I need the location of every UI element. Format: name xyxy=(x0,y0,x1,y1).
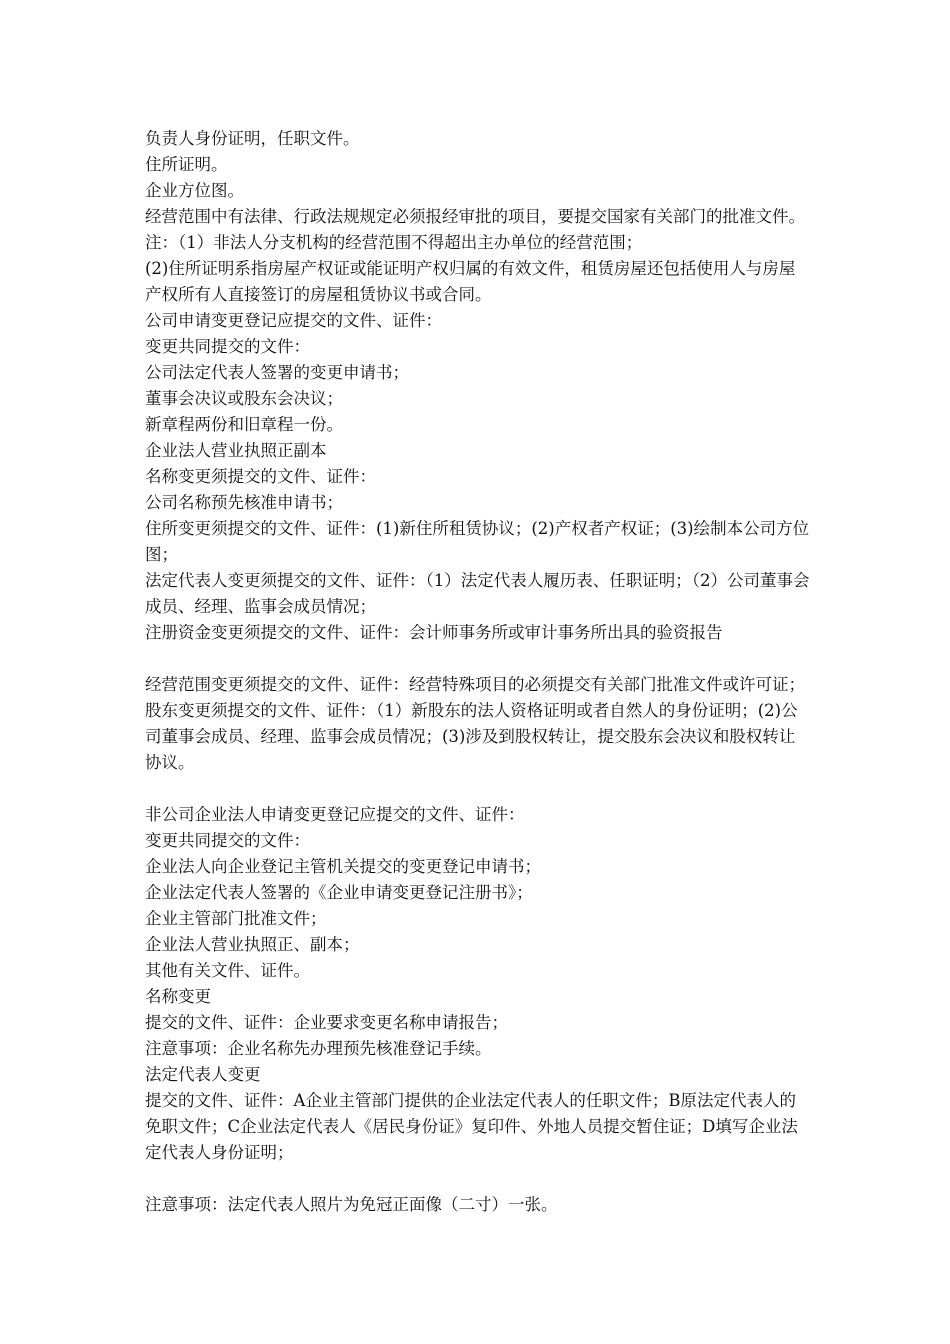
blank-line xyxy=(145,646,810,672)
text-line: 注意事项：企业名称先办理预先核准登记手续。 xyxy=(145,1039,492,1058)
text-line: (2)住所证明系指房屋产权证或能证明产权归属的有效文件，租赁房屋还包括使用人与房屋产权所有人直接签订的房屋租赁协议书或合同。 xyxy=(145,259,796,304)
text-line: 法定代表人变更 xyxy=(145,1065,261,1084)
text-line: 住所证明。 xyxy=(145,155,228,174)
text-line: 企业主管部门批准文件； xyxy=(145,909,327,928)
text-line: 企业法人营业执照正、副本； xyxy=(145,935,360,954)
text-line: 公司申请变更登记应提交的文件、证件： xyxy=(145,311,442,330)
text-line: 变更共同提交的文件： xyxy=(145,337,310,356)
text-line: 提交的文件、证件：A企业主管部门提供的企业法定代表人的任职文件；B原法定代表人的免职文件；C企业法定代表人《居民身份证》复印件、外地人员提交暂住证；D填写企业法定代表人身份证明； xyxy=(145,1091,798,1162)
text-line: 公司法定代表人签署的变更申请书； xyxy=(145,363,409,382)
text-line: 公司名称预先核准申请书； xyxy=(145,493,343,512)
text-line: 名称变更须提交的文件、证件： xyxy=(145,467,376,486)
text-line: 股东变更须提交的文件、证件：（1）新股东的法人资格证明或者自然人的身份证明；(2)公司董事会成员、经理、监事会成员情况；(3)涉及到股权转让，提交股东会决议和股权转让协议。 xyxy=(145,701,798,772)
text-line: 其他有关文件、证件。 xyxy=(145,961,310,980)
text-line: 法定代表人变更须提交的文件、证件：（1）法定代表人履历表、任职证明；（2）公司董事会成员、经理、监事会成员情况； xyxy=(145,571,810,616)
text-line: 董事会决议或股东会决议； xyxy=(145,389,343,408)
text-line: 负责人身份证明，任职文件。 xyxy=(145,129,360,148)
text-line: 企业方位图。 xyxy=(145,181,244,200)
text-line: 住所变更须提交的文件、证件：(1)新住所租赁协议；(2)产权者产权证；(3)绘制本公司方位图； xyxy=(145,519,810,564)
text-line: 注：（1）非法人分支机构的经营范围不得超出主办单位的经营范围； xyxy=(145,233,643,252)
text-line: 新章程两份和旧章程一份。 xyxy=(145,415,343,434)
text-line: 提交的文件、证件：企业要求变更名称申请报告； xyxy=(145,1013,508,1032)
blank-line xyxy=(145,776,810,802)
text-line: 名称变更 xyxy=(145,987,211,1006)
text-line: 注意事项：法定代表人照片为免冠正面像（二寸）一张。 xyxy=(145,1195,558,1214)
blank-line xyxy=(145,1166,810,1192)
text-line: 经营范围中有法律、行政法规规定必须报经审批的项目，要提交国家有关部门的批准文件。 xyxy=(145,207,805,226)
text-line: 非公司企业法人申请变更登记应提交的文件、证件： xyxy=(145,805,525,824)
text-line: 企业法人向企业登记主管机关提交的变更登记申请书； xyxy=(145,857,541,876)
text-line: 变更共同提交的文件： xyxy=(145,831,310,850)
document-body xyxy=(145,126,810,1218)
text-line: 企业法定代表人签署的《企业申请变更登记注册书》； xyxy=(145,883,533,902)
text-line: 经营范围变更须提交的文件、证件：经营特殊项目的必须提交有关部门批准文件或许可证； xyxy=(145,675,805,694)
text-line: 注册资金变更须提交的文件、证件：会计师事务所或审计事务所出具的验资报告 xyxy=(145,623,723,642)
text-line: 企业法人营业执照正副本 xyxy=(145,441,327,460)
